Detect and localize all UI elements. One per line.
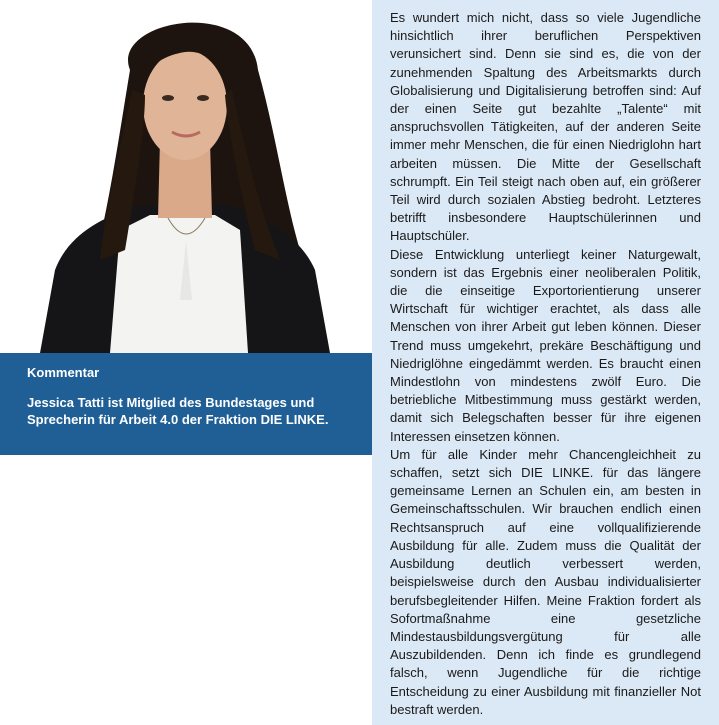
article-paragraph-1: Es wundert mich nicht, dass so viele Jugendliche hinsichtlich ihrer beruflichen Perspektiven verunsichert sind. Denn sie sind es, die von der zunehmenden Spaltung des Arbeitsmarkts durch Globalisierung und Digitalisierung betroffen sind: Auf der einen Seite gut bezahlte „Talente“ mit anspruchsvollen Tätigkeiten, auf der anderen Seite immer mehr Menschen, die für einen Niedriglohn hart arbeiten müssen. Die Mitte der Gesellschaft schrumpft. Ein Teil steigt nach oben auf, ein größerer Teil wird durch sozialen Abstieg bedroht. Letzteres betrifft insbesondere Hauptschülerinnen und Hauptschüler. — [390, 10, 701, 244]
portrait-photo — [0, 0, 372, 353]
caption-label: Kommentar — [27, 365, 100, 380]
author-bio: Jessica Tatti ist Mitglied des Bundestages und Sprecherin für Arbeit 4.0 der Fraktion DIE LINKE. — [27, 395, 329, 427]
comment-article — [372, 0, 719, 725]
article-paragraph-3: Um für alle Kinder mehr Chancengleichheit zu schaffen, setzt sich DIE LINKE. für das längere gemeinsame Lernen an Schulen ein, am besten in Gemeinschaftsschulen. Wir brauchen endlich einen Rechtsanspruch auf eine vollqualifizierende Ausbildung für alle. Zudem muss die Qualität der Ausbildung deutlich verbessert werden, beispielsweise durch den Ausbau individualisierter berufsbegleitender Hilfen. Meine Fraktion fordert als Sofortmaßnahme eine gesetzliche Mindestausbildungsvergütung für alle Auszubildenden. Denn ich finde es grundlegend falsch, wenn Jugendliche für die richtige Entscheidung zu einer Ausbildung mit finanzieller Not bestraft werden. — [390, 446, 701, 717]
portrait-illustration — [0, 0, 372, 353]
article-paragraph-2: Diese Entwicklung unterliegt keiner Naturgewalt, sondern ist das Ergebnis einer neoliberalen Politik, die die einseitige Exportorientierung unserer Wirtschaft für wichtiger erachtet, als dass alle Menschen von ihrer Arbeit gut leben können. Dieser Trend muss umgekehrt, prekäre Beschäftigung und Niedriglöhne eingedämmt werden. Es braucht einen Mindestlohn von mindestens zwölf Euro. Die betriebliche Mitbestimmung muss gestärkt werden, damit sich Belegschaften besser für ihre eigenen Interessen einsetzen können. — [390, 246, 701, 444]
comment-caption-box — [0, 353, 372, 455]
